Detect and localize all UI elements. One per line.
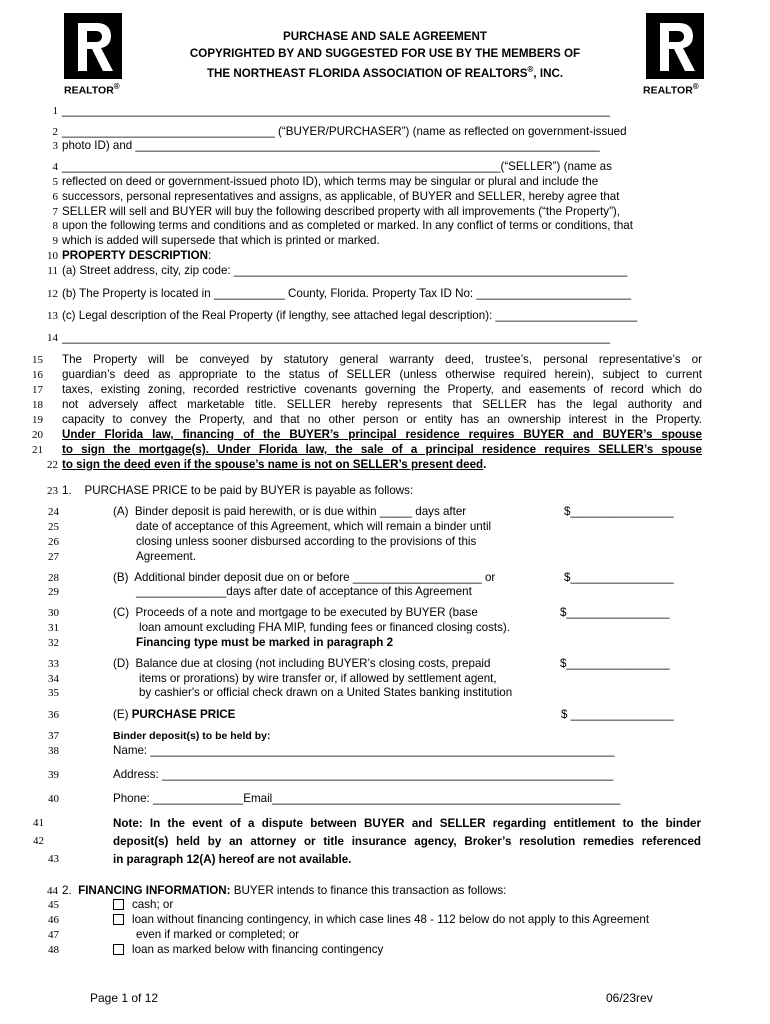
line-4: 4 ____________________________________________________________________(“SELLER”) (name as (52, 160, 612, 173)
line-13: 13 (c) Legal description of the Real Property (if lengthy, see attached legal description): ______________________ (47, 309, 638, 322)
line-31: 31 loan amount excluding FHA MIP, funding fees or financed closing costs). (48, 621, 510, 634)
line-19: 19 capacity to convey the Property, and that no other person or entity has an ownership interest in the Property. (32, 413, 702, 426)
line-22: 22 to sign the deed even if the spouse’s name is not on SELLER’s present deed. (47, 458, 487, 471)
line-34: 34 items or prorations) by wire transfer or, if allowed by settlement agent, (48, 672, 497, 685)
line-12: 12 (b) The Property is located in ___________ County, Florida. Property Tax ID No: ________________________ (47, 287, 632, 300)
amount-binder-deposit: $________________ (564, 505, 674, 518)
line-6: 6 successors, personal representatives and assigns, as applicable, of BUYER and SELLER, hereby agree that (52, 190, 620, 203)
realtor-label-left: REALTOR® (64, 82, 120, 97)
cash-checkbox[interactable] (113, 899, 124, 910)
revision-label: 06/23rev (606, 991, 653, 1005)
line-14: 14 _____________________________________________________________________________________ (47, 331, 611, 344)
line-42: 42 deposit(s) held by an attorney or title insurance agency, Broker’s resolution remedies referenced (33, 835, 701, 848)
line-2: 2 _________________________________ (“BUYER/PURCHASER”) (name as reflected on government-issued (52, 125, 627, 138)
page-number: Page 1 of 12 (90, 991, 159, 1005)
line-29: 29 ______________days after date of acceptance of this Agreement (48, 585, 472, 598)
line-5: 5 reflected on deed or government-issued photo ID), which terms may be singular or plural and include the (52, 175, 599, 188)
line-15: 15 The Property will be conveyed by statutory general warranty deed, trustee’s, personal representative’s or (32, 353, 702, 366)
document-title (0, 29, 770, 82)
amount-additional-deposit: $________________ (564, 571, 674, 584)
loan-no-contingency-checkbox[interactable] (113, 914, 124, 925)
amount-balance: $________________ (560, 657, 670, 670)
line-10: 10 PROPERTY DESCRIPTION: (47, 249, 212, 262)
loan-with-contingency-checkbox[interactable] (113, 944, 124, 955)
title-line-2: COPYRIGHTED BY AND SUGGESTED FOR USE BY THE MEMBERS OF (189, 46, 581, 60)
line-39: 39 Address: ______________________________________________________________________ (48, 768, 614, 781)
line-23: 23 1. PURCHASE PRICE to be paid by BUYER is payable as follows: (47, 484, 414, 497)
line-11: 11 (a) Street address, city, zip code: _____________________________________________________________ (47, 264, 628, 277)
amount-purchase-price: $ ________________ (561, 708, 674, 721)
title-line-3: THE NORTHEAST FLORIDA ASSOCIATION OF REALTORS®, INC. (206, 65, 564, 80)
line-45: 45 cash; or (48, 898, 174, 911)
line-27: 27 Agreement. (48, 550, 196, 563)
line-24: 24 (A) Binder deposit is paid herewith, or is due within _____ days after (48, 505, 467, 518)
line-40: 40 Phone: ______________Email______________________________________________________ (48, 792, 621, 805)
line-25: 25 date of acceptance of this Agreement, which will remain a binder until (48, 520, 492, 533)
line-8: 8 upon the following terms and conditions and as completed or marked. In any conflict of terms or conditions, that (52, 219, 633, 232)
title-line-1: PURCHASE AND SALE AGREEMENT (283, 30, 487, 43)
line-38: 38 Name: ________________________________________________________________________ (48, 744, 615, 757)
realtor-label-right: REALTOR® (643, 82, 699, 97)
line-3: 3 photo ID) and ________________________________________________________________________ (52, 139, 600, 152)
line-1: 1 _____________________________________________________________________________________ (52, 104, 611, 117)
line-36: 36 (E) PURCHASE PRICE (48, 708, 236, 721)
line-21: 21 to sign the mortgage(s). Under Florida law, the sale of a principal residence requires SELLER’s spouse (32, 443, 702, 456)
line-47: 47 even if marked or completed; or (48, 928, 300, 941)
line-18: 18 not adversely affect marketable title. SELLER hereby represents that SELLER has the legal authority and (32, 398, 702, 411)
line-33: 33 (D) Balance due at closing (not including BUYER’s closing costs, prepaid (48, 657, 491, 670)
line-7: 7 SELLER will sell and BUYER will buy the following described property with all improvements (“the Property”), (52, 205, 621, 218)
line-30: 30 (C) Proceeds of a note and mortgage to be executed by BUYER (base (48, 606, 478, 619)
line-9: 9 which is added will supersede that which is printed or marked. (52, 234, 380, 247)
line-44: 44 2. FINANCING INFORMATION: BUYER intends to finance this transaction as follows: (47, 884, 507, 897)
line-41: 41 Note: In the event of a dispute between BUYER and SELLER regarding entitlement to the binder (33, 817, 701, 830)
line-20: 20 Under Florida law, financing of the BUYER’s principal residence requires BUYER and BUYER’s spouse (32, 428, 702, 441)
amount-mortgage: $________________ (560, 606, 670, 619)
line-17: 17 taxes, existing zoning, recorded restrictive covenants governing the Property, and easements of record which do (32, 383, 702, 396)
line-43: 43 in paragraph 12(A) hereof are not available. (48, 853, 352, 866)
line-26: 26 closing unless sooner disbursed according to the provisions of this (48, 535, 477, 548)
line-16: 16 guardian’s deed as appropriate to the status of SELLER (unless otherwise required herein), subject to current (32, 368, 702, 381)
line-35: 35 by cashier's or official check drawn on a United States banking institution (48, 686, 513, 699)
line-28: 28 (B) Additional binder deposit due on or before ____________________ or (48, 571, 496, 584)
line-48: 48 loan as marked below with financing contingency (48, 943, 384, 956)
line-32: 32 Financing type must be marked in paragraph 2 (48, 636, 394, 649)
line-46: 46 loan without financing contingency, in which case lines 48 - 112 below do not apply to this Agreement (48, 913, 650, 926)
line-37: 37 Binder deposit(s) to be held by: (48, 730, 271, 742)
